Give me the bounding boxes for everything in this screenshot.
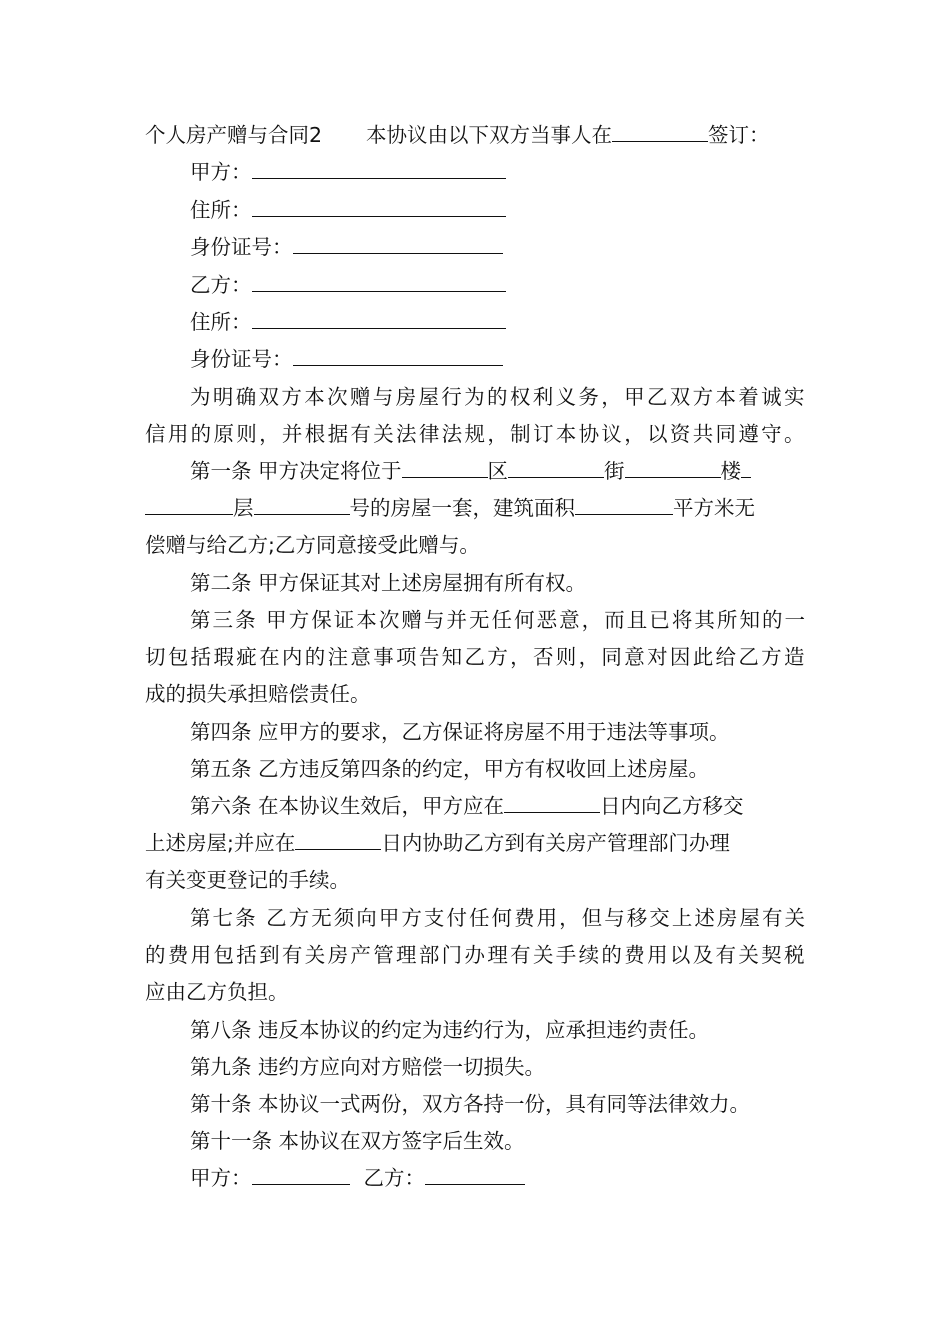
article6-line-3: 有关变更登记的手续。	[145, 868, 350, 892]
signature-party-b-blank	[425, 1166, 525, 1185]
intro-before: 本协议由以下双方当事人在	[366, 123, 613, 147]
article6-text-c: 上述房屋;并应在	[145, 831, 296, 855]
party-b-address-line	[190, 308, 506, 336]
party-a-id-blank	[293, 235, 503, 254]
article6-text-b: 日内向乙方移交	[600, 794, 744, 818]
party-a-address-line	[190, 196, 506, 224]
article1-text-building: 楼	[720, 459, 742, 483]
article1-line-3: 偿赠与给乙方;乙方同意接受此赠与。	[145, 533, 480, 557]
party-b-id-blank	[293, 347, 503, 366]
party-b-address-blank	[252, 310, 506, 329]
article4: 第四条 应甲方的要求，乙方保证将房屋不用于违法等事项。	[190, 720, 730, 744]
article1-text-floor: 层	[233, 496, 254, 520]
building-blank	[625, 459, 721, 478]
article5: 第五条 乙方违反第四条的约定，甲方有权收回上述房屋。	[190, 757, 710, 781]
article6-line-1	[190, 792, 744, 820]
party-a-label: 甲方：	[190, 160, 252, 184]
number-blank	[254, 496, 350, 515]
article3-line-2: 切包括瑕疵在内的注意事项告知乙方，否则，同意对因此给乙方造	[145, 645, 807, 669]
party-b-blank	[252, 273, 506, 292]
party-a-id-label: 身份证号：	[190, 235, 293, 259]
party-b-id-line	[190, 345, 503, 373]
preamble-line-1: 为明确双方本次赠与房屋行为的权利义务，甲乙双方本着诚实	[190, 385, 807, 409]
party-a-address-blank	[252, 198, 506, 217]
area-blank	[575, 496, 673, 515]
district-blank	[402, 459, 488, 478]
article1-text-district: 区	[487, 459, 509, 483]
article1-line-2	[145, 494, 755, 522]
floor-blank	[145, 496, 233, 515]
article6-line-2	[145, 829, 730, 857]
party-a-address-label: 住所：	[190, 198, 252, 222]
article1-text-street: 街	[604, 459, 625, 483]
signing-place-blank	[612, 123, 708, 142]
document-title: 个人房产赠与合同2	[145, 123, 323, 147]
party-b-label: 乙方：	[190, 273, 252, 297]
article3-line-3: 成的损失承担赔偿责任。	[145, 682, 371, 706]
signature-party-b-label: 乙方：	[363, 1166, 425, 1190]
party-a-blank	[252, 160, 506, 179]
article8: 第八条 违反本协议的约定为违约行为，应承担违约责任。	[190, 1018, 710, 1042]
preamble-line-2: 信用的原则，并根据有关法律法规，制订本协议，以资共同遵守。	[145, 422, 807, 446]
signature-party-a-label: 甲方：	[190, 1166, 252, 1190]
article2: 第二条 甲方保证其对上述房屋拥有所有权。	[190, 571, 587, 595]
article7-line-2: 的费用包括到有关房产管理部门办理有关手续的费用以及有关契税	[145, 943, 807, 967]
party-b-address-label: 住所：	[190, 310, 252, 334]
article6-text-a: 第六条 在本协议生效后，甲方应在	[190, 794, 505, 818]
handover-days-blank	[504, 794, 600, 813]
article6-text-d: 日内协助乙方到有关房产管理部门办理	[381, 831, 730, 855]
party-b-line	[190, 271, 506, 299]
party-a-id-line	[190, 233, 503, 261]
article1-line-1	[190, 457, 751, 485]
signature-party-a-blank	[252, 1166, 350, 1185]
article11: 第十一条 本协议在双方签字后生效。	[190, 1129, 525, 1153]
building-tail-blank	[741, 459, 751, 478]
party-a-line	[190, 158, 506, 186]
street-blank	[508, 459, 604, 478]
article1-text-area: 号的房屋一套，建筑面积	[349, 496, 575, 520]
article10: 第十条 本协议一式两份，双方各持一份，具有同等法律效力。	[190, 1092, 751, 1116]
article1-text-sqm: 平方米无	[673, 496, 755, 520]
article1-text-a: 第一条 甲方决定将位于	[190, 459, 402, 483]
article9: 第九条 违约方应向对方赔偿一切损失。	[190, 1055, 546, 1079]
intro-after: 签订：	[708, 123, 770, 147]
signature-line	[190, 1164, 525, 1192]
party-b-id-label: 身份证号：	[190, 347, 293, 371]
article3-line-1: 第三条 甲方保证本次赠与并无任何恶意，而且已将其所知的一	[190, 608, 808, 632]
registration-days-blank	[295, 831, 381, 850]
article7-line-1: 第七条 乙方无须向甲方支付任何费用，但与移交上述房屋有关	[190, 906, 808, 930]
title-line	[145, 121, 770, 149]
article7-line-3: 应由乙方负担。	[145, 980, 289, 1004]
